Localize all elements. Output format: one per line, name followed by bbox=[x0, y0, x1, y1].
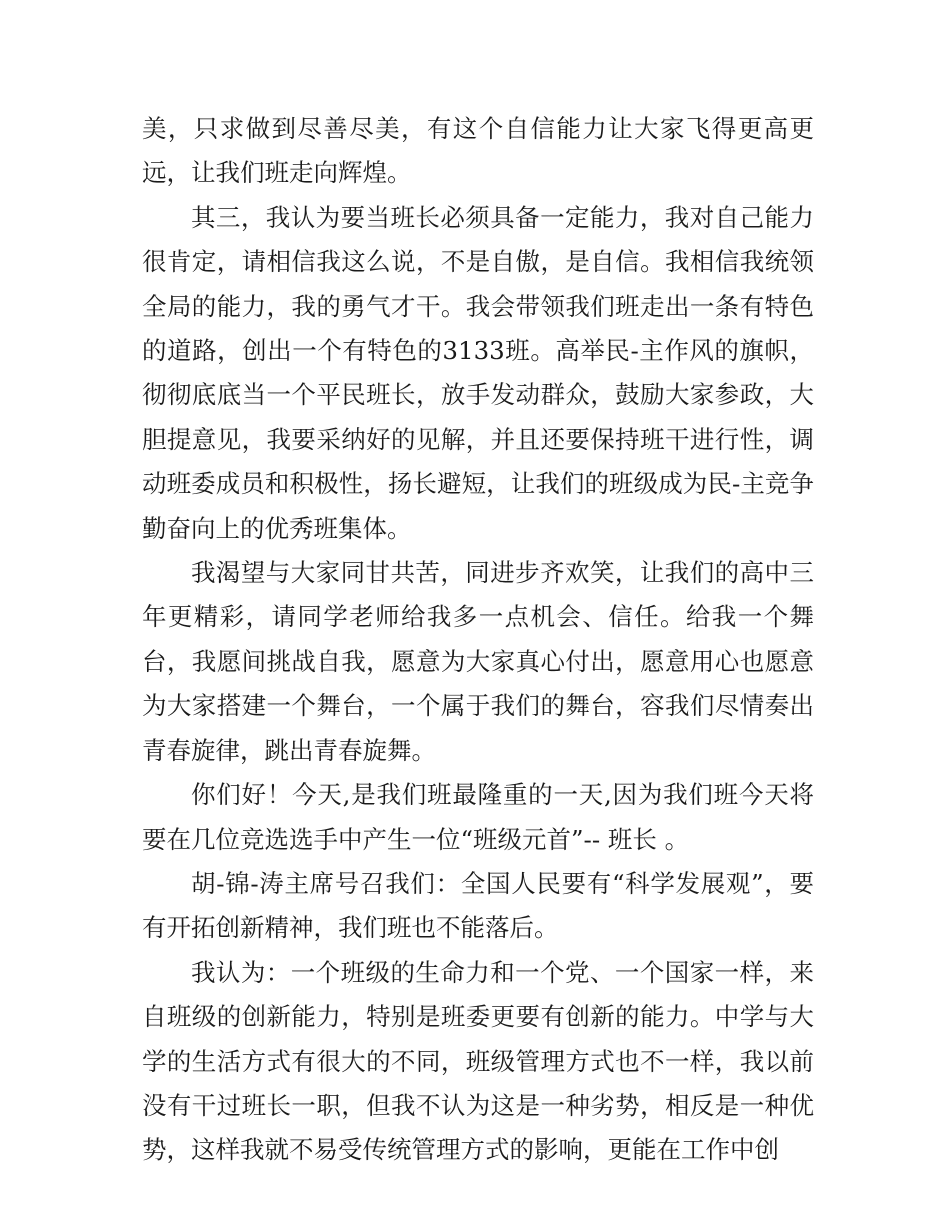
paragraph-3: 我渴望与大家同甘共苦，同进步齐欢笑，让我们的高中三年更精彩，请同学老师给我多一点机会、信任。给我一个舞台，我愿间挑战自我，愿意为大家真心付出，愿意用心也愿意为大家搭建一个舞台，一个属于我们的舞台，容我们尽情奏出青春旋律，跳出青春旋舞。 bbox=[142, 558, 814, 765]
paragraph-6: 我认为：一个班级的生命力和一个党、一个国家一样，来自班级的创新能力，特别是班委更要有创新的能力。中学与大学的生活方式有很大的不同，班级管理方式也不一样，我以前没有干过班长一职，但我不认为这是一种劣势，相反是一种优势，这样我就不易受传统管理方式的影响，更能在工作中创 bbox=[142, 957, 814, 1165]
paragraph-1: 美，只求做到尽善尽美，有这个自信能力让大家飞得更高更远，让我们班走向辉煌。 bbox=[142, 114, 814, 188]
paragraph-2: 其三，我认为要当班长必须具备一定能力，我对自己能力很肯定，请相信我这么说，不是自傲，是自信。我相信我统领全局的能力，我的勇气才干。我会带领我们班走出一条有特色的道路，创出一个有特色的3133班。高举民-主作风的旗帜，彻彻底底当一个平民班长，放手发动群众，鼓励大家参政，大胆提意见，我要采纳好的见解，并且还要保持班干进行性，调动班委成员和积极性，扬长避短，让我们的班级成为民-主竞争勤奋向上的优秀班集体。 bbox=[142, 202, 814, 543]
paragraph-5: 胡-锦-涛主席号召我们：全国人民要有“科学发展观”，要有开拓创新精神，我们班也不能落后。 bbox=[142, 868, 814, 943]
paragraph-4: 你们好！今天,是我们班最隆重的一天,因为我们班今天将要在几位竞选选手中产生一位“班级元首”-- 班长 。 bbox=[142, 780, 814, 854]
document-body bbox=[142, 107, 814, 1173]
